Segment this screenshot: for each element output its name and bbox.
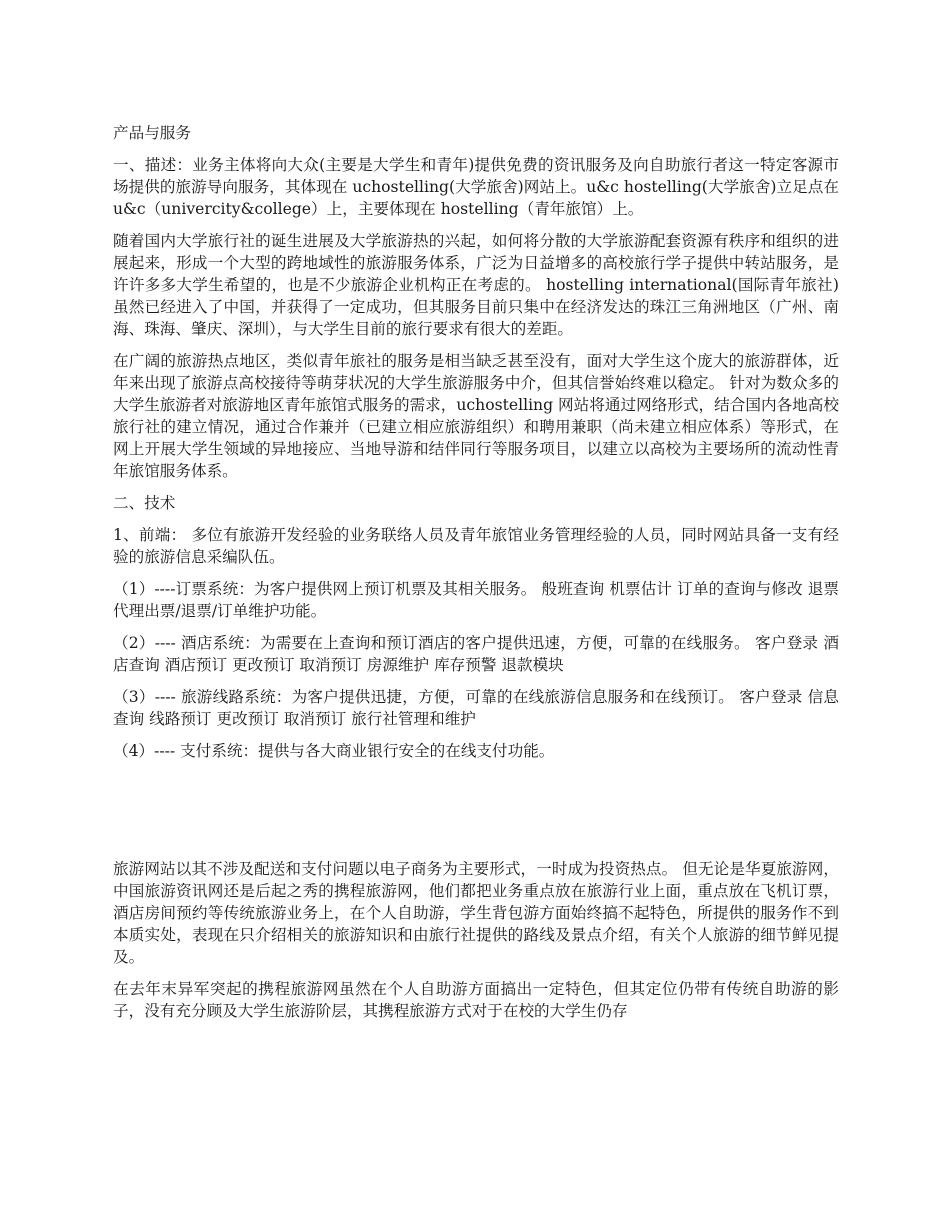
paragraph-payment-system: （4）---- 支付系统：提供与各大商业银行安全的在线支付功能。 <box>113 742 555 760</box>
paragraph-competitors: 旅游网站以其不涉及配送和支付问题以电子商务为主要形式，一时成为投资热点。 但无论是华夏旅游网，中国旅游资讯网还是后起之秀的携程旅游网，他们都把业务重点放在旅游行业上面，重点放在飞机订票，酒店房间预约等传统旅游业务上，在个人自助游，学生背包游方面始终搞不起特色，所提供的服务作不到本质实处，表现在只介绍相关的旅游知识和由旅行社提供的路线及景点介绍，有关个人旅游的细节鲜见提及。 <box>113 860 839 966</box>
heading-products-services: 产品与服务 <box>113 124 191 142</box>
paragraph-ctrip: 在去年末异军突起的携程旅游网虽然在个人自助游方面搞出一定特色，但其定位仍带有传统自助游的影子，没有充分顾及大学生旅游阶层，其携程旅游方式对于在校的大学生仍存 <box>113 980 839 1020</box>
paragraph-market-gap: 在广阔的旅游热点地区，类似青年旅社的服务是相当缺乏甚至没有，面对大学生这个庞大的旅游群体，近年来出现了旅游点高校接待等萌芽状况的大学生旅游服务中介，但其信誉始终难以稳定。 针对为数众多的大学生旅游者对旅游地区青年旅馆式服务的需求，uchostelling 网站将通过网络形式，结合国内各地高校旅行社的建立情况，通过合作兼并（已建立相应旅游组织）和聘用兼职（尚未建立相应体系）等形式，在网上开展大学生领域的异地接应、当地导游和结伴同行等服务项目，以建立以高校为主要场所的流动性青年旅馆服务体系。 <box>113 352 839 480</box>
paragraph-description: 一、描述：业务主体将向大众(主要是大学生和青年)提供免费的资讯服务及向自助旅行者这一特定客源市场提供的旅游导向服务，其体现在 uchostelling(大学旅舍)网站上。u&c hostelling(大学旅舍)立足点在 u&c（univercity&college）上，主要体现在 hostelling（青年旅馆）上。 <box>113 156 839 218</box>
paragraph-ticketing-system: （1）----订票系统：为客户提供网上预订机票及其相关服务。 般班查询 机票估计 订单的查询与修改 退票 代理出票/退票/订单维护功能。 <box>113 580 839 620</box>
paragraph-hotel-system: （2）---- 酒店系统：为需要在上查询和预订酒店的客户提供迅速，方便，可靠的在线服务。 客户登录 酒店查询 酒店预订 更改预订 取消预订 房源维护 库存预警 退款模块 <box>113 634 839 674</box>
document-body <box>113 122 839 1032</box>
paragraph-travel-route-system: （3）---- 旅游线路系统：为客户提供迅捷，方便，可靠的在线旅游信息服务和在线预订。 客户登录 信息查询 线路预订 更改预订 取消预订 旅行社管理和维护 <box>113 688 839 728</box>
paragraph-frontend: 1、前端： 多位有旅游开发经验的业务联络人员及青年旅馆业务管理经验的人员，同时网站具备一支有经验的旅游信息采编队伍。 <box>113 526 839 566</box>
heading-technology: 二、技术 <box>113 494 176 512</box>
blank-spacer <box>113 772 839 858</box>
paragraph-background: 随着国内大学旅行社的诞生进展及大学旅游热的兴起，如何将分散的大学旅游配套资源有秩序和组织的进展起来，形成一个大型的跨地域性的旅游服务体系，广泛为日益增多的高校旅行学子提供中转站服务，是许许多多大学生希望的，也是不少旅游企业机构正在考虑的。 hostelling international(国际青年旅社)虽然已经进入了中国，并获得了一定成功，但其服务目前只集中在经济发达的珠江三角洲地区（广州、南海、珠海、肇庆、深圳），与大学生目前的旅行要求有很大的差距。 <box>113 232 839 338</box>
